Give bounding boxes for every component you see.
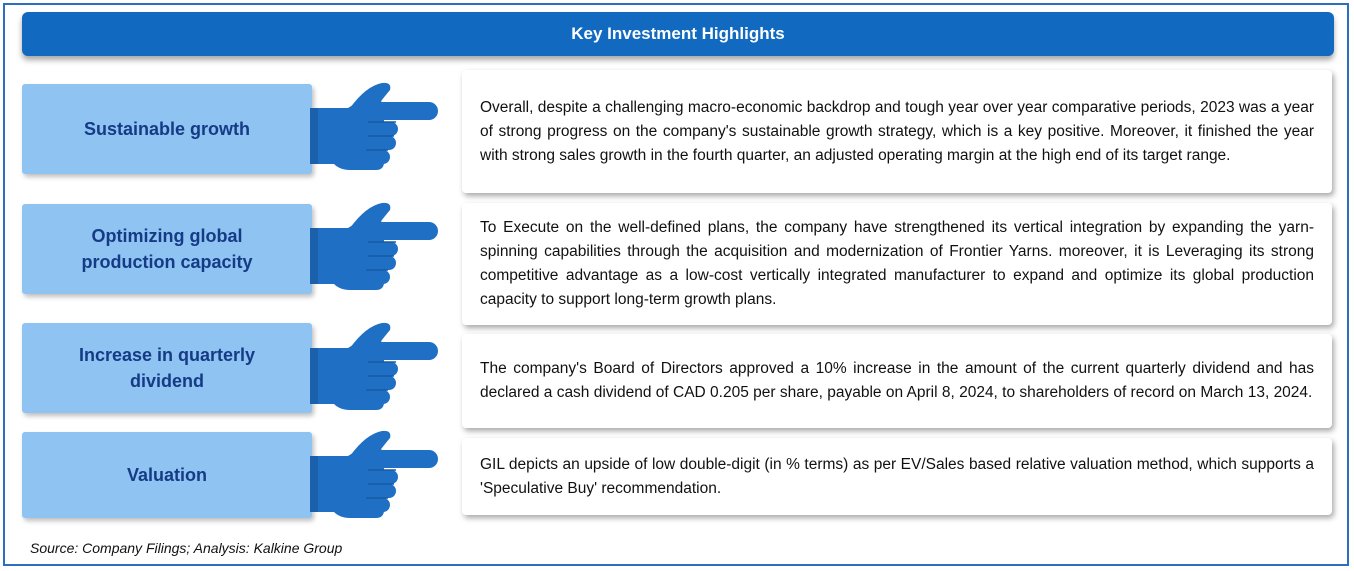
pointing-hand-icon (310, 318, 440, 418)
source-note: Source: Company Filings; Analysis: Kalkine Group (30, 540, 343, 556)
pointing-hand-icon (310, 426, 440, 526)
highlight-label-sustainable-growth: Sustainable growth (22, 84, 312, 174)
highlight-label-optimizing-capacity: Optimizing global production capacity (22, 204, 312, 294)
highlight-text-valuation: GIL depicts an upside of low double-digit (in % terms) as per EV/Sales based relative valuation method, which supports a 'Speculative Buy' recommendation. (462, 438, 1332, 515)
highlight-text-quarterly-dividend: The company's Board of Directors approved a 10% increase in the amount of the current quarterly dividend and has declared a cash dividend of CAD 0.205 per share, payable on April 8, 2024, to shareholders of record on March 13, 2024. (462, 334, 1332, 428)
highlight-text-optimizing-capacity: To Execute on the well-defined plans, the company have strengthened its vertical integration by expanding the yarn-spinning capabilities through the acquisition and modernization of Frontier Yarns. moreover, it is Leveraging its strong competitive advantage as a low-cost vertically integrated manufacturer to expand and optimize its global production capacity to support long-term growth plans. (462, 203, 1332, 325)
highlight-label-valuation: Valuation (22, 432, 312, 518)
highlight-text-sustainable-growth: Overall, despite a challenging macro-economic backdrop and tough year over year comparative periods, 2023 was a year of strong progress on the company's sustainable growth strategy, which is a key positive. Moreover, it finished the year with strong sales growth in the fourth quarter, an adjusted operating margin at the high end of its target range. (462, 70, 1332, 193)
highlight-label-quarterly-dividend: Increase in quarterly dividend (22, 323, 312, 413)
page-title: Key Investment Highlights (22, 12, 1334, 56)
pointing-hand-icon (310, 78, 440, 178)
pointing-hand-icon (310, 198, 440, 298)
